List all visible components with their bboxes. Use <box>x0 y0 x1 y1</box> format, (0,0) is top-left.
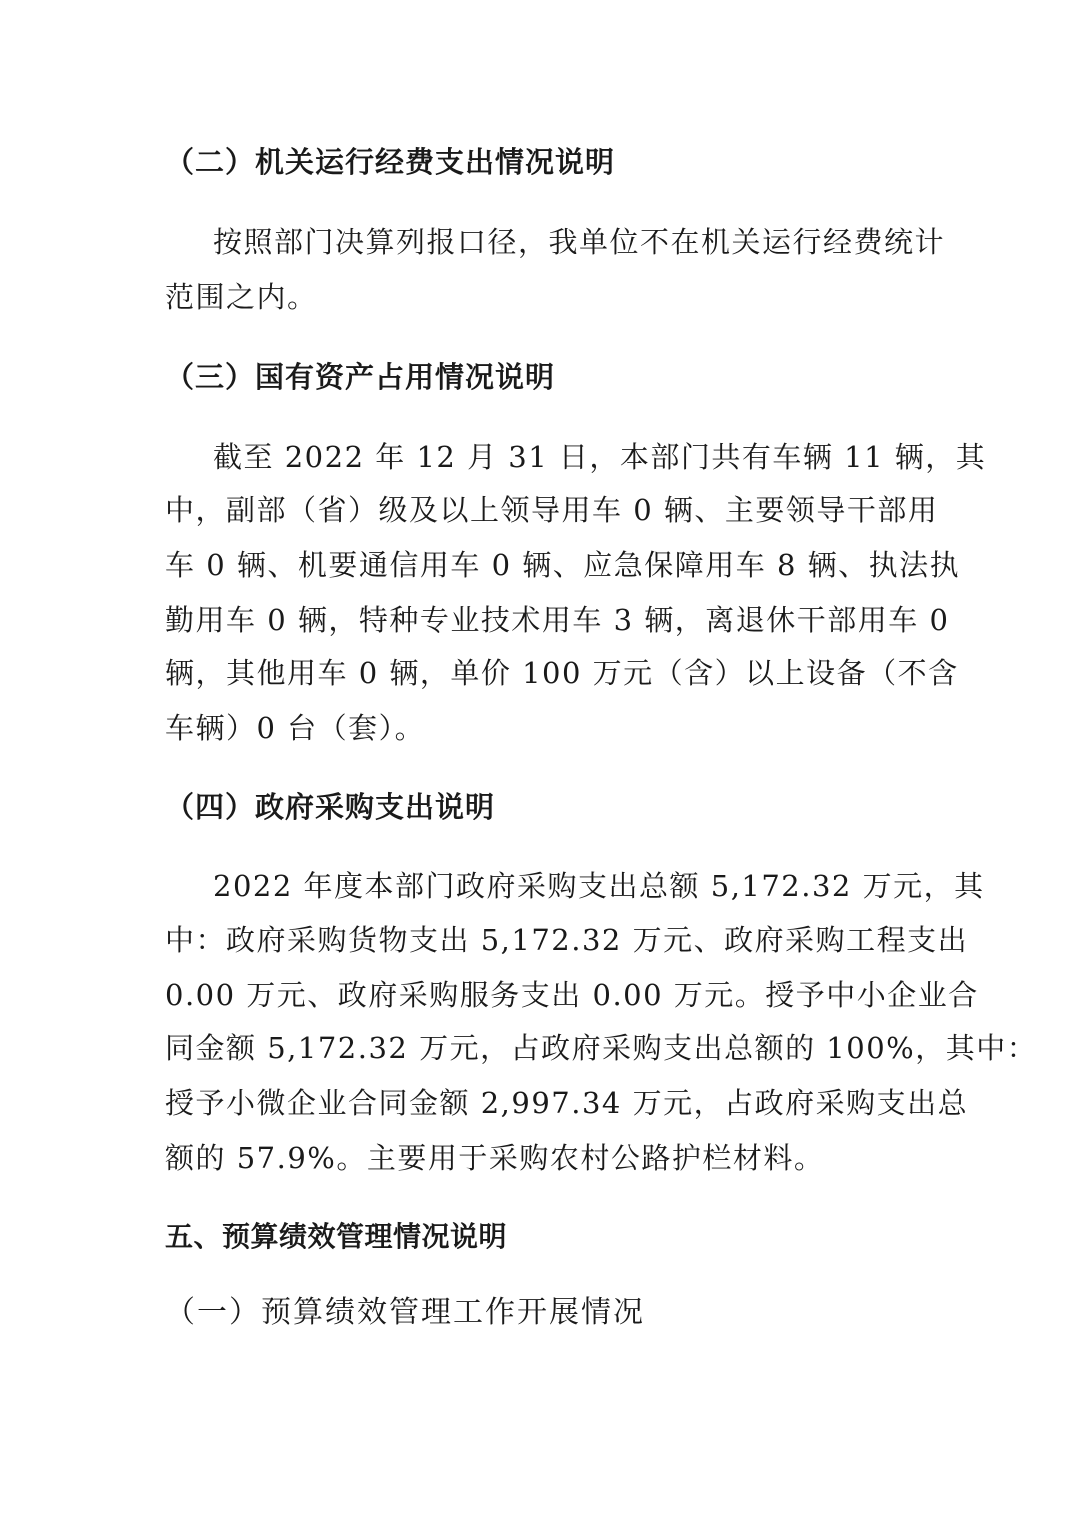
paragraph-line: 额的 57.9%。主要用于采购农村公路护栏材料。 <box>165 1141 825 1175</box>
paragraph-line: 辆，其他用车 0 辆，单价 100 万元（含）以上设备（不含 <box>165 656 959 690</box>
paragraph-line: 同金额 5,172.32 万元，占政府采购支出总额的 100%，其中： <box>165 1031 1038 1065</box>
paragraph-line: 勤用车 0 辆，特种专业技术用车 3 辆，离退休干部用车 0 <box>165 603 950 637</box>
paragraph-line: 中：政府采购货物支出 5,172.32 万元、政府采购工程支出 <box>165 923 969 957</box>
paragraph-line: 范围之内。 <box>165 280 318 314</box>
paragraph-line: 车辆）0 台（套）。 <box>165 711 426 745</box>
sub-heading-performance-work: （一）预算绩效管理工作开展情况 <box>165 1295 645 1330</box>
paragraph-line: 按照部门决算列报口径，我单位不在机关运行经费统计 <box>213 225 946 259</box>
section-heading-gov-procurement: （四）政府采购支出说明 <box>165 790 496 824</box>
chapter-heading-performance: 五、预算绩效管理情况说明 <box>165 1220 508 1253</box>
paragraph-line: 2022 年度本部门政府采购支出总额 5,172.32 万元，其 <box>213 869 985 903</box>
paragraph-line: 截至 2022 年 12 月 31 日，本部门共有车辆 11 辆，其 <box>213 440 987 474</box>
paragraph-line: 授予小微企业合同金额 2,997.34 万元，占政府采购支出总 <box>165 1086 969 1120</box>
section-heading-operating-expenses: （二）机关运行经费支出情况说明 <box>165 145 616 179</box>
paragraph-line: 车 0 辆、机要通信用车 0 辆、应急保障用车 8 辆、执法执 <box>165 548 961 582</box>
paragraph-line: 中，副部（省）级及以上领导用车 0 辆、主要领导干部用 <box>165 493 939 527</box>
paragraph-line: 0.00 万元、政府采购服务支出 0.00 万元。授予中小企业合 <box>165 978 979 1012</box>
section-heading-state-assets: （三）国有资产占用情况说明 <box>165 360 556 394</box>
